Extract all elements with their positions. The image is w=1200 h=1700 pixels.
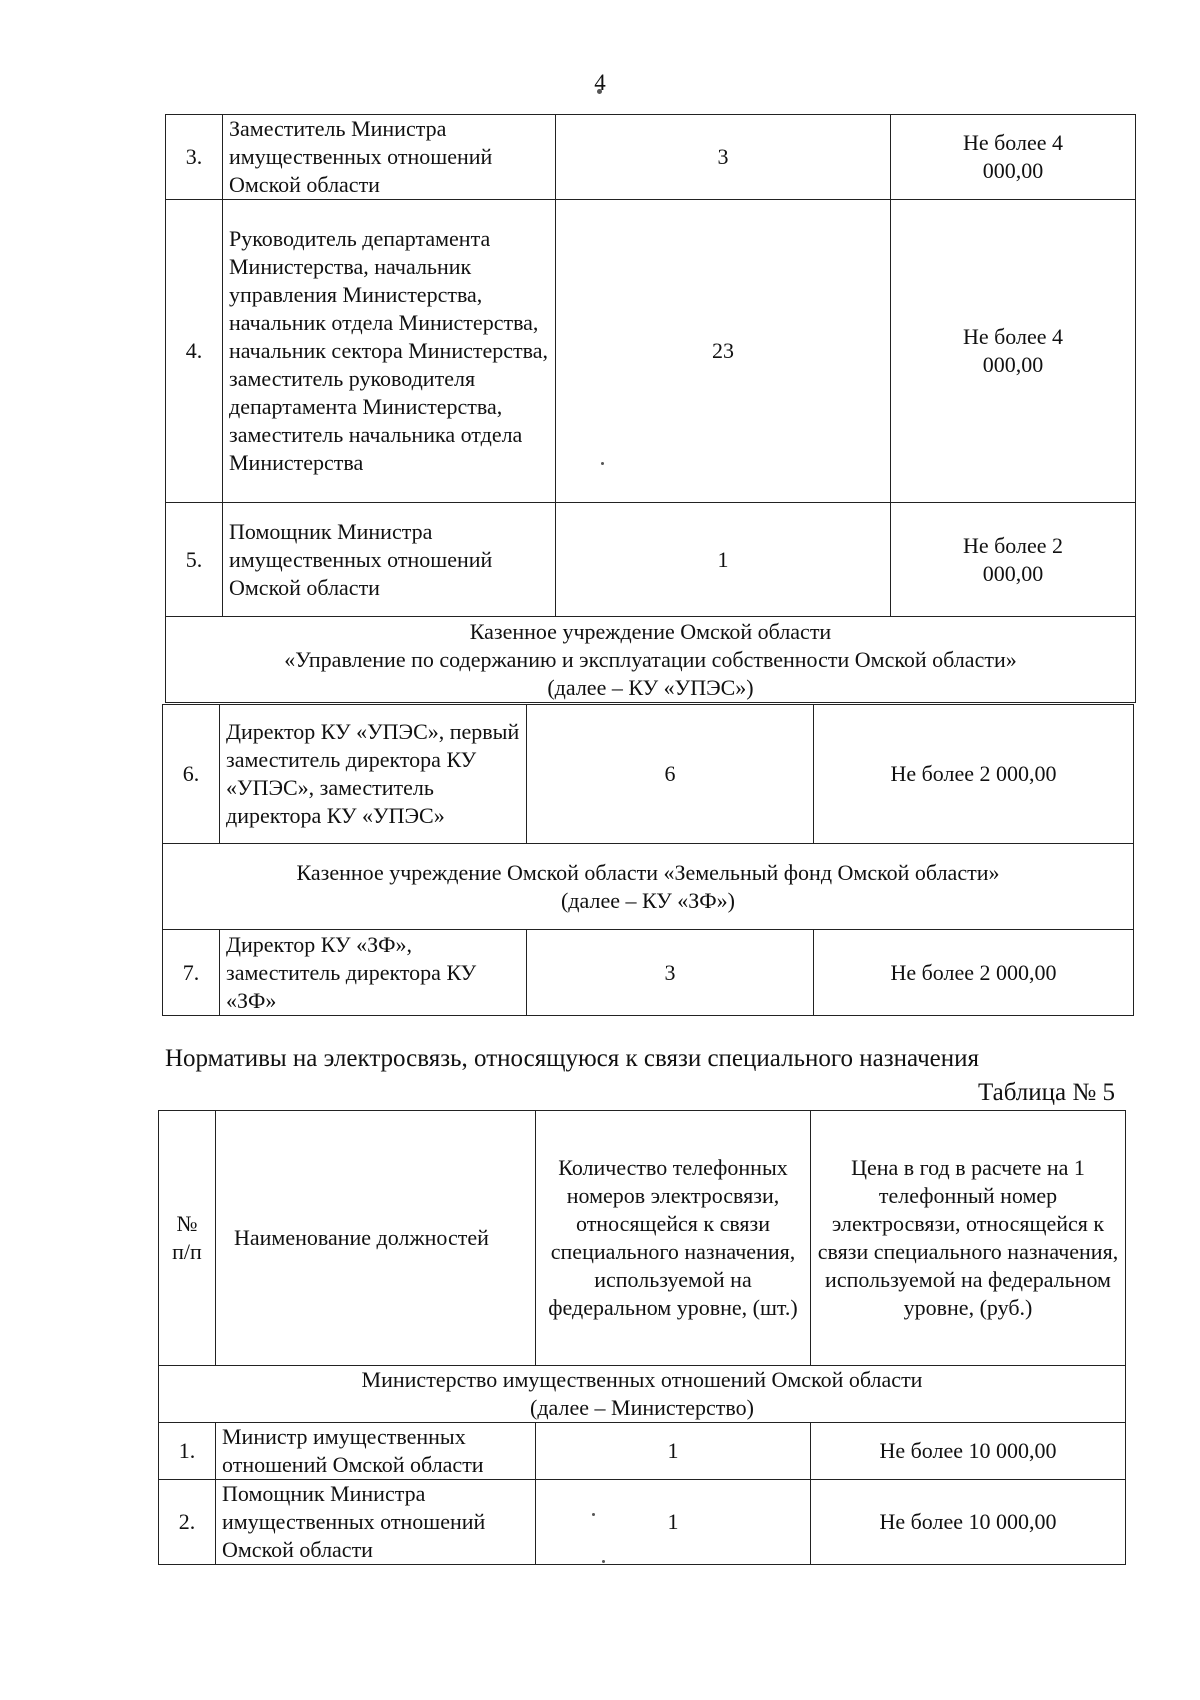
row-number: 3. bbox=[166, 115, 223, 200]
table-row bbox=[166, 503, 1136, 617]
quantity: 3 bbox=[527, 930, 814, 1016]
table-row bbox=[166, 115, 1136, 200]
price: Не более 2 000,00 bbox=[891, 503, 1136, 617]
price: Не более 10 000,00 bbox=[811, 1480, 1126, 1565]
section-line: Министерство имущественных отношений Омской области bbox=[361, 1367, 923, 1392]
section-title bbox=[166, 617, 1136, 703]
header-price: Цена в год в расчете на 1 телефонный номер электросвязи, относящейся к связи специального назначения, используемой на федеральном уровне, (руб.) bbox=[811, 1111, 1126, 1366]
position-name: Помощник Министра имущественных отношений Омской области bbox=[223, 503, 556, 617]
position-name: Директор КУ «ЗФ», заместитель директора КУ «ЗФ» bbox=[220, 930, 527, 1016]
price: Не более 10 000,00 bbox=[811, 1423, 1126, 1480]
table-5 bbox=[158, 1110, 1126, 1565]
row-number: 7. bbox=[163, 930, 220, 1016]
section-header-zf bbox=[163, 844, 1134, 930]
table-row bbox=[163, 930, 1134, 1016]
quantity: 6 bbox=[527, 705, 814, 844]
position-name: Заместитель Министра имущественных отношений Омской области bbox=[223, 115, 556, 200]
section-header-ministry bbox=[159, 1366, 1126, 1423]
table-row bbox=[159, 1423, 1126, 1480]
quantity: 23 bbox=[556, 200, 891, 503]
header-quantity: Количество телефонных номеров электросвязи, относящейся к связи специального назначения, используемой на федеральном уровне, (шт.) bbox=[536, 1111, 811, 1366]
table-4-ministry-rows bbox=[165, 114, 1136, 703]
page-number: 4 bbox=[594, 70, 606, 95]
price: Не более 2 000,00 bbox=[814, 930, 1134, 1016]
section-title bbox=[163, 844, 1134, 930]
scan-artifact-dot bbox=[602, 1560, 605, 1563]
scan-artifact-dot bbox=[601, 462, 604, 465]
table-row bbox=[159, 1480, 1126, 1565]
section-header-upes bbox=[166, 617, 1136, 703]
section-line: (далее – КУ «УПЭС») bbox=[547, 674, 754, 700]
header-number: № п/п bbox=[159, 1111, 216, 1366]
row-number: 4. bbox=[166, 200, 223, 503]
price: Не более 4 000,00 bbox=[891, 200, 1136, 503]
quantity: 1 bbox=[536, 1423, 811, 1480]
section-line: «Управление по содержанию и эксплуатации собственности Омской области» bbox=[284, 646, 1017, 672]
section-line: Казенное учреждение Омской области «Земельный фонд Омской области» bbox=[296, 859, 1000, 885]
quantity: 3 bbox=[556, 115, 891, 200]
table-header-row bbox=[159, 1111, 1126, 1366]
row-number: 1. bbox=[159, 1423, 216, 1480]
row-number: 6. bbox=[163, 705, 220, 844]
row-number: 2. bbox=[159, 1480, 216, 1565]
price: Не более 4 000,00 bbox=[891, 115, 1136, 200]
row-number: 5. bbox=[166, 503, 223, 617]
scan-artifact-dot bbox=[592, 1513, 595, 1516]
table-row bbox=[166, 200, 1136, 503]
section-line: (далее – Министерство) bbox=[530, 1395, 754, 1420]
quantity: 1 bbox=[556, 503, 891, 617]
price: Не более 2 000,00 bbox=[814, 705, 1134, 844]
position-name: Руководитель департамента Министерства, начальник управления Министерства, начальник отдела Министерства, начальник сектора Министерства, заместитель руководителя департамента Министерства, заместитель начальника отдела Министерства bbox=[223, 200, 556, 503]
header-position-name: Наименование должностей bbox=[216, 1111, 536, 1366]
table-4-institution-rows bbox=[162, 704, 1134, 1016]
section-title bbox=[159, 1366, 1126, 1423]
quantity: 1 bbox=[536, 1480, 811, 1565]
table-5-heading: Нормативы на электросвязь, относящуюся к связи специального назначения bbox=[165, 1045, 979, 1072]
table-5-label: Таблица № 5 bbox=[977, 1079, 1115, 1106]
position-name: Директор КУ «УПЭС», первый заместитель директора КУ «УПЭС», заместитель директора КУ «УПЭС» bbox=[220, 705, 527, 844]
position-name: Помощник Министра имущественных отношений Омской области bbox=[216, 1480, 536, 1565]
table-row bbox=[163, 705, 1134, 844]
position-name: Министр имущественных отношений Омской области bbox=[216, 1423, 536, 1480]
section-line: Казенное учреждение Омской области bbox=[469, 618, 832, 644]
section-line: (далее – КУ «ЗФ») bbox=[560, 887, 736, 913]
